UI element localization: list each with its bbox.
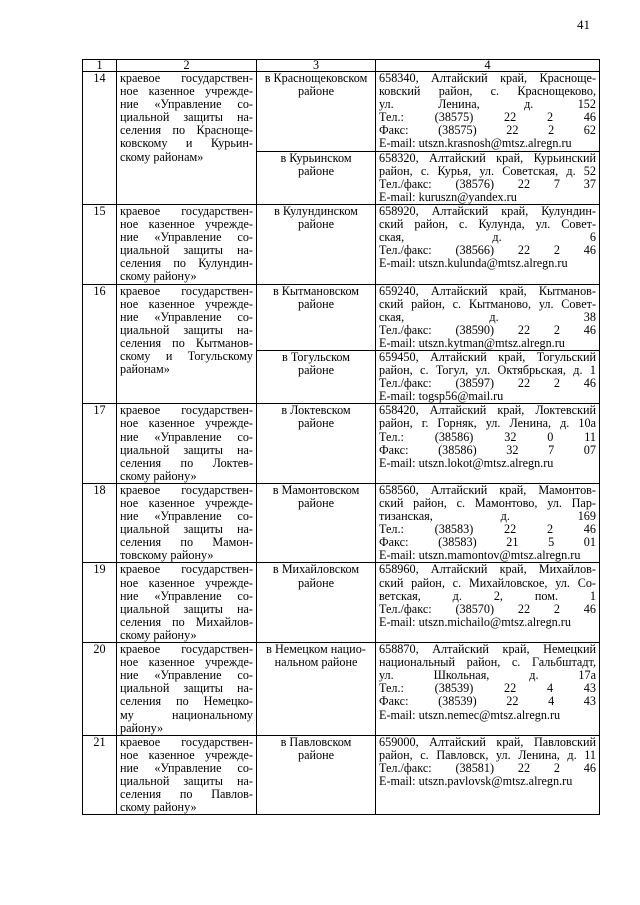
text-line: селения по Кулундин- bbox=[120, 256, 253, 271]
text-line: 659000, Алтайский край, Павловский bbox=[379, 734, 596, 749]
text-line: в Павловском bbox=[280, 734, 352, 749]
text-line: национальный район, с. Гальбштадт, bbox=[379, 655, 596, 670]
text-line: краевое государствен- bbox=[120, 482, 253, 497]
text-line: ное казенное учрежде- bbox=[120, 496, 253, 510]
text-line: 658420, Алтайский край, Локтевский bbox=[379, 403, 596, 418]
text-line: циальной защиты на- bbox=[120, 243, 253, 258]
text-line: в Краснощековском bbox=[264, 71, 368, 85]
address-cell bbox=[376, 204, 600, 284]
row-number: 14 bbox=[83, 72, 117, 205]
text-line: ковскому и Курьин- bbox=[120, 136, 253, 151]
text-line: скому району» bbox=[120, 800, 197, 815]
text-line: ский район, с. Мамонтово, ул. Пар- bbox=[379, 496, 596, 510]
institution-name bbox=[117, 563, 257, 643]
text-line: циальной защиты на- bbox=[120, 322, 253, 337]
text-line: ский район, с. Кулунда, ул. Совет- bbox=[379, 217, 596, 232]
address-cell bbox=[376, 151, 600, 204]
row-number: 20 bbox=[83, 643, 117, 736]
text-line: районе bbox=[297, 496, 335, 510]
text-line: Тел./факс: (38581) 22 2 46 bbox=[379, 760, 596, 775]
table-row bbox=[83, 404, 600, 484]
text-line: ное казенное учрежде- bbox=[120, 84, 253, 99]
text-line: Факс: (38586) 32 7 07 bbox=[379, 442, 596, 457]
text-line: 658870, Алтайский край, Немецкий bbox=[379, 642, 596, 657]
page-number: 41 bbox=[577, 17, 590, 32]
text-line: краевое государствен- bbox=[120, 403, 253, 418]
text-line: району» bbox=[120, 720, 164, 735]
row-number: 17 bbox=[83, 404, 117, 484]
text-line: ская, д. 38 bbox=[379, 309, 596, 324]
column-header-4: 4 bbox=[376, 60, 600, 72]
text-line: ская, д. 6 bbox=[379, 230, 596, 245]
text-line: скому району» bbox=[120, 269, 197, 284]
text-line: Тел.: (38539) 22 4 43 bbox=[379, 681, 596, 696]
text-line: район, с. Павловск, ул. Ленина, д. 11 bbox=[379, 747, 596, 762]
address-cell bbox=[376, 350, 600, 403]
text-line: ное казенное учрежде- bbox=[120, 416, 253, 431]
column-header-3: 3 bbox=[257, 60, 376, 72]
table-row bbox=[83, 735, 600, 815]
column-header-1: 1 bbox=[83, 60, 117, 72]
address-cell bbox=[376, 284, 600, 350]
district-cell bbox=[257, 404, 376, 484]
text-line: циальной защиты на- bbox=[120, 522, 253, 537]
table-row bbox=[83, 643, 600, 736]
institution-name bbox=[117, 643, 257, 736]
table-row bbox=[83, 483, 600, 563]
text-line: E-mail: utszn.nemec@mtsz.alregn.ru bbox=[379, 707, 561, 722]
text-line: селения по Локтев- bbox=[120, 455, 253, 470]
district-cell bbox=[257, 483, 376, 563]
text-line: в Тогульском bbox=[282, 349, 350, 364]
text-line: E-mail: utszn.pavlovsk@mtsz.alregn.ru bbox=[379, 773, 573, 788]
text-line: в Локтевском bbox=[281, 403, 351, 418]
text-line: ние «Управление со- bbox=[120, 509, 253, 524]
text-line: му национальному bbox=[120, 707, 253, 722]
address-cell bbox=[376, 735, 600, 815]
institution-name bbox=[117, 284, 257, 404]
text-line: ул. Школьная, д. 17а bbox=[379, 668, 596, 683]
text-line: краевое государствен- bbox=[120, 642, 253, 657]
institution-name bbox=[117, 204, 257, 284]
table-row bbox=[83, 204, 600, 284]
text-line: 658960, Алтайский край, Михайлов- bbox=[379, 562, 596, 577]
text-line: Тел.: (38586) 32 0 11 bbox=[379, 429, 596, 444]
text-line: краевое государствен- bbox=[120, 283, 253, 298]
text-line: E-mail: utszn.kytman@mtsz.alregn.ru bbox=[379, 335, 565, 350]
text-line: циальной защиты на- bbox=[120, 442, 253, 457]
district-cell bbox=[257, 735, 376, 815]
text-line: краевое государствен- bbox=[120, 71, 253, 85]
text-line: район, г. Горняк, ул. Ленина, д. 10а bbox=[379, 416, 596, 431]
text-line: E-mail: utszn.michailo@mtsz.alregn.ru bbox=[379, 614, 571, 629]
text-line: 658340, Алтайский край, Краснощe- bbox=[379, 71, 596, 85]
text-line: 659450, Алтайский край, Тогульский bbox=[379, 349, 596, 364]
district-cell bbox=[257, 350, 376, 403]
text-line: в Курьинском bbox=[280, 150, 352, 165]
district-cell bbox=[257, 72, 376, 152]
text-line: E-mail: utszn.mamontov@mtsz.alregn.ru bbox=[379, 548, 581, 563]
text-line: краевое государствен- bbox=[120, 734, 253, 749]
text-line: районам» bbox=[120, 362, 170, 377]
text-line: в Михайловском bbox=[272, 562, 360, 577]
text-line: Факс: (38575) 22 2 62 bbox=[379, 123, 596, 138]
row-number: 21 bbox=[83, 735, 117, 815]
text-line: районе bbox=[297, 217, 335, 232]
text-line: районе bbox=[297, 747, 335, 762]
row-number: 16 bbox=[83, 284, 117, 404]
text-line: ное казенное учрежде- bbox=[120, 747, 253, 762]
institution-name bbox=[117, 735, 257, 815]
text-line: ное казенное учрежде- bbox=[120, 217, 253, 232]
text-line: ное казенное учрежде- bbox=[120, 575, 253, 590]
address-cell bbox=[376, 483, 600, 563]
header-row bbox=[83, 60, 600, 72]
row-number: 19 bbox=[83, 563, 117, 643]
column-header-2: 2 bbox=[117, 60, 257, 72]
row-number: 18 bbox=[83, 483, 117, 563]
text-line: районе bbox=[297, 296, 335, 311]
text-line: E-mail: togsp56@mail.ru bbox=[379, 389, 504, 404]
text-line: Тел./факс: (38570) 22 2 46 bbox=[379, 601, 596, 616]
text-line: Тел./факс: (38576) 22 7 37 bbox=[379, 176, 596, 191]
text-line: район, с. Тогул, ул. Октябрьская, д. 1 bbox=[379, 363, 596, 378]
address-cell bbox=[376, 404, 600, 484]
text-line: тизанская, д. 169 bbox=[379, 509, 596, 524]
text-line: в Кулундинском bbox=[274, 203, 358, 218]
text-line: селения по Михайлов- bbox=[120, 614, 253, 629]
district-cell bbox=[257, 643, 376, 736]
text-line: ветская, д. 2, пом. 1 bbox=[379, 588, 596, 603]
text-line: ский район, с. Кытманово, ул. Совет- bbox=[379, 296, 596, 311]
table-row bbox=[83, 72, 600, 152]
row-number: 15 bbox=[83, 204, 117, 284]
text-line: товскому району» bbox=[120, 548, 214, 563]
text-line: скому району» bbox=[120, 468, 197, 483]
text-line: Тел./факс: (38590) 22 2 46 bbox=[379, 322, 596, 337]
text-line: селения по Кытманов- bbox=[120, 335, 253, 350]
text-line: в Кытмановском bbox=[272, 283, 360, 298]
district-cell bbox=[257, 563, 376, 643]
text-line: район, с. Курья, ул. Советская, д. 52 bbox=[379, 163, 596, 178]
text-line: Тел./факс: (38566) 22 2 46 bbox=[379, 243, 596, 258]
text-line: ное казенное учрежде- bbox=[120, 655, 253, 670]
text-line: E-mail: utszn.krasnosh@mtsz.alregn.ru bbox=[379, 136, 572, 151]
text-line: циальной защиты на- bbox=[120, 601, 253, 616]
text-line: скому районам» bbox=[120, 149, 204, 164]
text-line: 658920, Алтайский край, Кулундин- bbox=[379, 203, 596, 218]
text-line: селения по Немецко- bbox=[120, 694, 253, 709]
text-line: 658560, Алтайский край, Мамонтов- bbox=[379, 482, 596, 497]
text-line: ул. Ленина, д. 152 bbox=[379, 97, 596, 112]
text-line: районе bbox=[297, 416, 335, 431]
text-line: ский район, с. Михайловское, ул. Со- bbox=[379, 575, 596, 590]
text-line: районе bbox=[297, 363, 335, 378]
institution-name bbox=[117, 404, 257, 484]
text-line: Факс: (38583) 21 5 01 bbox=[379, 535, 596, 550]
text-line: селения по Павлов- bbox=[120, 787, 253, 802]
text-line: ние «Управление со- bbox=[120, 760, 253, 775]
text-line: в Мамонтовском bbox=[272, 482, 360, 497]
text-line: ние «Управление со- bbox=[120, 97, 253, 112]
text-line: Тел./факс: (38597) 22 2 46 bbox=[379, 376, 596, 391]
text-line: 658320, Алтайский край, Курьинский bbox=[379, 150, 596, 165]
text-line: Тел.: (38575) 22 2 46 bbox=[379, 110, 596, 125]
district-cell bbox=[257, 151, 376, 204]
text-line: Тел.: (38583) 22 2 46 bbox=[379, 522, 596, 537]
institutions-table bbox=[82, 59, 600, 815]
district-cell bbox=[257, 284, 376, 350]
text-line: циальной защиты на- bbox=[120, 681, 253, 696]
text-line: циальной защиты на- bbox=[120, 110, 253, 125]
text-line: в Немецком нацио- bbox=[266, 642, 366, 657]
text-line: селения по Краснощe- bbox=[120, 123, 253, 138]
text-line: районе bbox=[297, 163, 335, 178]
text-line: ное казенное учрежде- bbox=[120, 296, 253, 311]
institution-name bbox=[117, 72, 257, 205]
address-cell bbox=[376, 643, 600, 736]
text-line: скому и Тогульскому bbox=[120, 348, 253, 363]
text-line: ние «Управление со- bbox=[120, 588, 253, 603]
address-cell bbox=[376, 72, 600, 152]
text-line: селения по Мамон- bbox=[120, 535, 253, 550]
text-line: краевое государствен- bbox=[120, 562, 253, 577]
text-line: циальной защиты на- bbox=[120, 773, 253, 788]
district-cell bbox=[257, 204, 376, 284]
text-line: ние «Управление со- bbox=[120, 668, 253, 683]
text-line: скому району» bbox=[120, 627, 197, 642]
text-line: краевое государствен- bbox=[120, 203, 253, 218]
institution-name bbox=[117, 483, 257, 563]
table-row bbox=[83, 563, 600, 643]
address-cell bbox=[376, 563, 600, 643]
text-line: ние «Управление со- bbox=[120, 230, 253, 245]
text-line: E-mail: utszn.kulunda@mtsz.alregn.ru bbox=[379, 256, 568, 271]
text-line: ние «Управление со- bbox=[120, 429, 253, 444]
table-row bbox=[83, 284, 600, 350]
text-line: 659240, Алтайский край, Кытманов- bbox=[379, 283, 596, 298]
text-line: Факс: (38539) 22 4 43 bbox=[379, 694, 596, 709]
table-body bbox=[83, 72, 600, 815]
text-line: ковский район, с. Краснощеково, bbox=[379, 84, 596, 99]
text-line: районе bbox=[297, 575, 335, 590]
text-line: районе bbox=[297, 84, 335, 99]
text-line: нальном районе bbox=[274, 655, 358, 670]
text-line: ние «Управление со- bbox=[120, 309, 253, 324]
text-line: E-mail: kuruszn@yandex.ru bbox=[379, 189, 517, 204]
text-line: E-mail: utszn.lokot@mtsz.alregn.ru bbox=[379, 455, 554, 470]
